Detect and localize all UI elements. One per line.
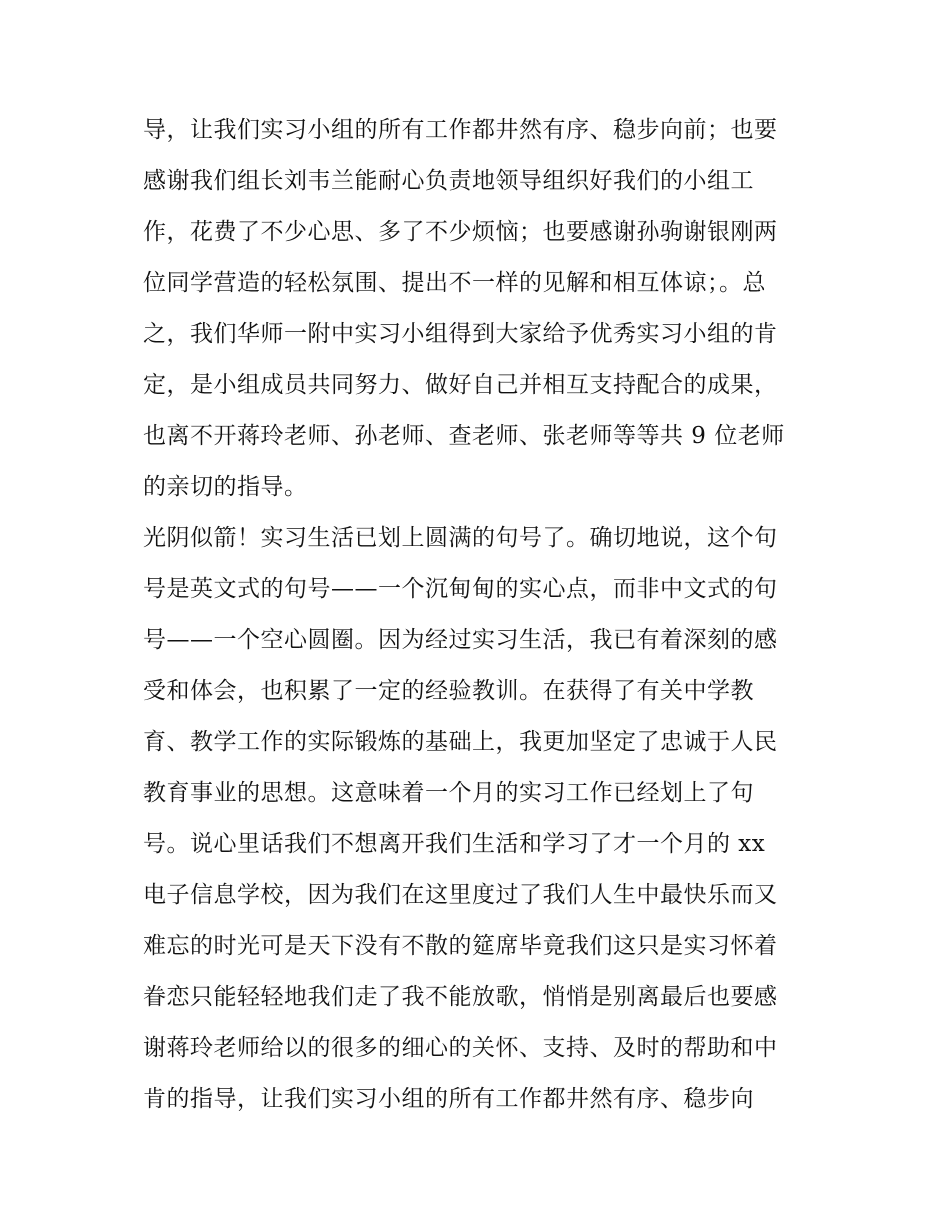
text-line: 受和体会，也积累了一定的经验教训。在获得了有关中学教	[143, 678, 754, 704]
text-line: 教育事业的思想。这意味着一个月的实习工作已经划上了句	[143, 780, 754, 806]
text-line: 难忘的时光可是天下没有不散的筵席毕竟我们这只是实习怀着	[143, 933, 778, 959]
text-line: 感谢我们组长刘韦兰能耐心负责地领导组织好我们的小组工	[143, 168, 754, 194]
body-text	[143, 105, 823, 1125]
text-line: 号。说心里话我们不想离开我们生活和学习了才一个月的 xx	[143, 831, 766, 857]
text-line: 位同学营造的轻松氛围、提出不一样的见解和相互体谅；。总	[143, 270, 766, 296]
text-line: 号是英文式的句号——一个沉甸甸的实心点，而非中文式的句	[143, 576, 778, 602]
text-line: 电子信息学校，因为我们在这里度过了我们人生中最快乐而又	[143, 882, 778, 908]
text-line: 之，我们华师一附中实习小组得到大家给予优秀实习小组的肯	[143, 321, 778, 347]
text-line: 定，是小组成员共同努力、做好自己并相互支持配合的成果，	[143, 372, 778, 398]
text-line: 光阴似箭！实习生活已划上圆满的句号了。确切地说，这个句	[143, 525, 778, 551]
text-line: 的亲切的指导。	[143, 474, 308, 500]
text-line: 导，让我们实习小组的所有工作都井然有序、稳步向前；也要	[143, 117, 778, 143]
text-line: 也离不开蒋玲老师、孙老师、查老师、张老师等等共 9 位老师	[143, 423, 785, 449]
text-line: 育、教学工作的实际锻炼的基础上，我更加坚定了忠诚于人民	[143, 729, 778, 755]
text-line: 作，花费了不少心思、多了不少烦恼；也要感谢孙驹谢银刚两	[143, 219, 778, 245]
text-line: 谢蒋玲老师给以的很多的细心的关怀、支持、及时的帮助和中	[143, 1035, 778, 1061]
text-line: 眷恋只能轻轻地我们走了我不能放歌，悄悄是别离最后也要感	[143, 984, 778, 1010]
text-line: 号——一个空心圆圈。因为经过实习生活，我已有着深刻的感	[143, 627, 778, 653]
text-line: 肯的指导，让我们实习小组的所有工作都井然有序、稳步向	[143, 1086, 754, 1112]
